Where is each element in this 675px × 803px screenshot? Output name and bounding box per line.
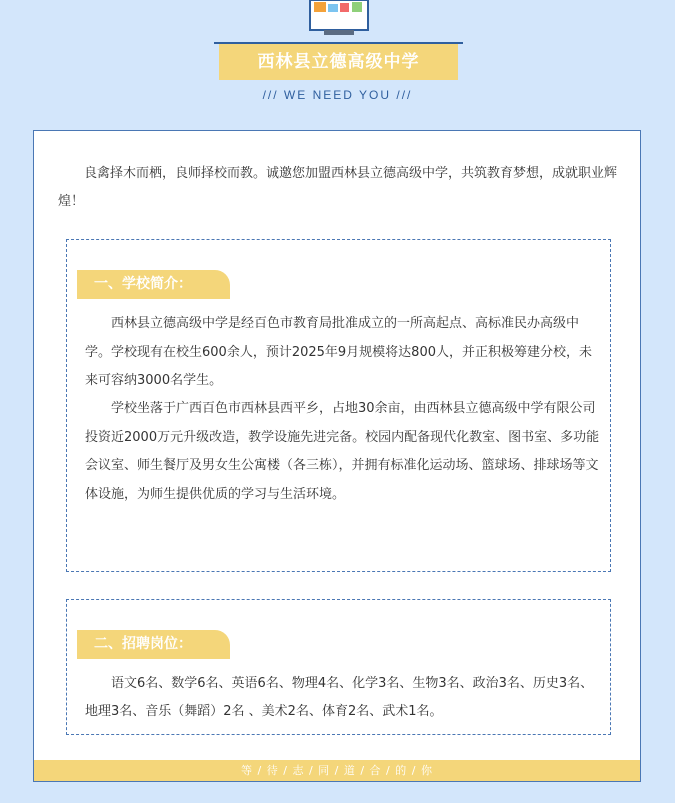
school-intro-paragraph: 西林县立德高级中学是经百色市教育局批准成立的一所高起点、高标准民办高级中学。学校现有在校生600余人，预计2025年9月规模将达800人，并正积极筹建分校，未来可容纳3000名学生。	[85, 316, 592, 388]
footer-bar	[34, 760, 640, 781]
intro-paragraph: 良禽择木而栖，良师择校而教。诚邀您加盟西林县立德高级中学，共筑教育梦想，成就职业辉煌！	[58, 166, 618, 209]
school-title: 西林县立德高级中学	[257, 52, 420, 72]
school-intro-section	[66, 239, 611, 572]
recruitment-section	[66, 599, 611, 735]
footer-slogan: 等 / 待 / 志 / 同 / 道 / 合 / 的 / 你	[241, 764, 433, 777]
tagline: /// WE NEED YOU ///	[262, 88, 413, 102]
school-intro-paragraph: 学校坐落于广西百色市西林县西平乡，占地30余亩，由西林县立德高级中学有限公司投资近2000万元升级改造，教学设施先进完备。校园内配备现代化教室、图书室、多功能会议室、师生餐厅及男女生公寓楼（各三栋），并拥有标准化运动场、篮球场、排球场等文体设施，为师生提供优质的学习与生活环境。	[85, 401, 600, 502]
section-title-positions: 二、招聘岗位：	[77, 630, 230, 659]
content-card	[33, 130, 641, 782]
positions-list: 语文6名、数学6名、英语6名、物理4名、化学3名、生物3名、政治3名、历史3名、地理3名、音乐（舞蹈）2名 、美术2名、体育2名、武术1名。	[85, 676, 594, 719]
section-title-school-intro: 一、学校简介：	[77, 270, 230, 299]
title-banner	[219, 44, 458, 80]
classroom-illustration-icon	[302, 0, 376, 36]
